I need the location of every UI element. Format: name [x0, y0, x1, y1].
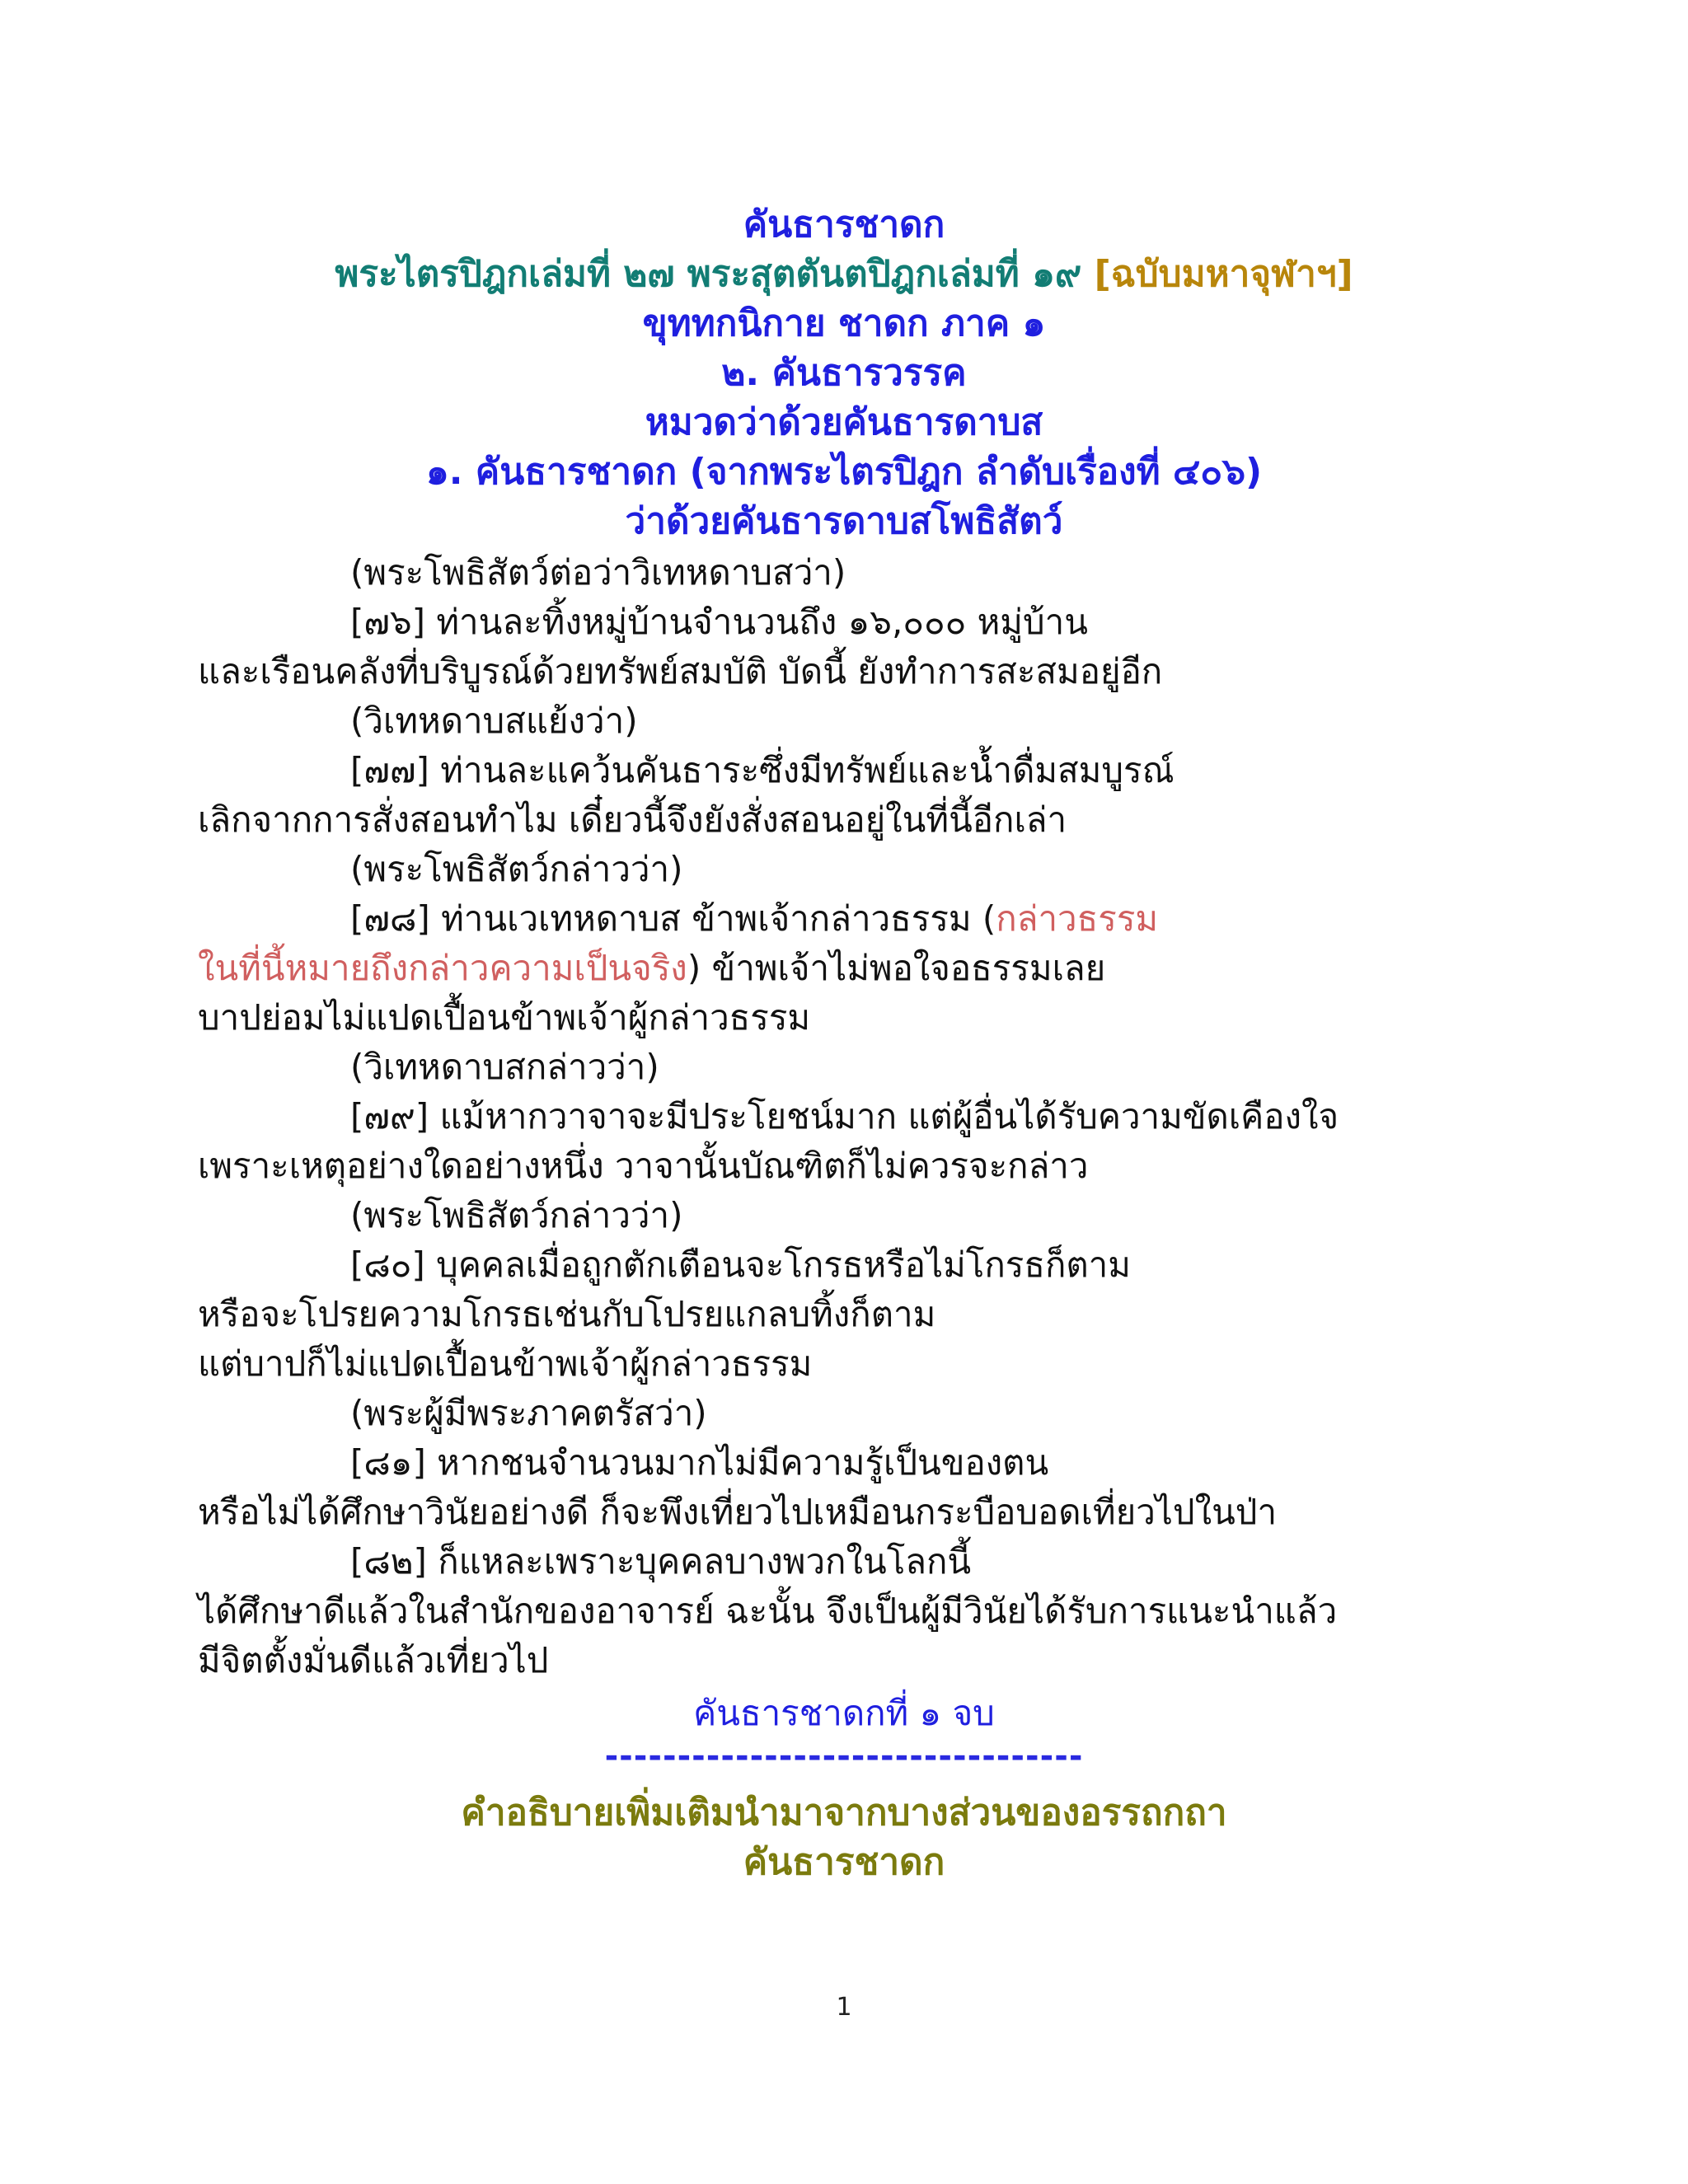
verse-line: ได้ศึกษาดีแล้วในสำนักของอาจารย์ ฉะนั้น จึงเป็นผู้มีวินัยได้รับการแนะนำแล้ว [198, 1591, 1338, 1631]
verse-line: [๘๐] บุคคลเมื่อถูกตักเตือนจะโกรธหรือไม่โกรธก็ตาม [350, 1244, 1131, 1285]
verse-line: [๗๙] แม้หากวาจาจะมีประโยชน์มาก แต่ผู้อื่นได้รับความขัดเคืองใจ [350, 1096, 1339, 1137]
volume-line [0, 250, 1688, 299]
speaker-line: (พระโพธิสัตว์ต่อว่าวิเทหดาบสว่า) [350, 552, 846, 593]
verse-line: เพราะเหตุอย่างใดอย่างหนึ่ง วาจานั้นบัณฑิตก็ไม่ควรจะกล่าว [198, 1146, 1089, 1186]
verse-line [198, 944, 1105, 992]
speaker-line: (พระโพธิสัตว์กล่าวว่า) [350, 1195, 683, 1235]
vagga-description: หมวดว่าด้วยคันธารดาบส [645, 401, 1043, 443]
commentary-title: คันธารชาดก [743, 1841, 945, 1883]
verse-line: [๘๒] ก็แหละเพราะบุคคลบางพวกในโลกนี้ [350, 1541, 972, 1582]
speaker-line: (วิเทหดาบสแย้งว่า) [350, 701, 638, 741]
jataka-end-line: คันธารชาดกที่ ๑ จบ [693, 1693, 995, 1733]
edition-label: [ฉบับมหาจุฬาฯ] [1094, 253, 1353, 295]
volume-reference: พระไตรปิฎกเล่มที่ ๒๗ พระสุตตันตปิฎกเล่มที่ ๑๙ [335, 253, 1082, 295]
verse-text: ) ข้าพเจ้าไม่พอใจอธรรมเลย [687, 948, 1106, 988]
jataka-description: ว่าด้วยคันธารดาบสโพธิสัตว์ [625, 500, 1063, 542]
verse-line: หรือจะโปรยความโกรธเช่นกับโปรยแกลบทิ้งก็ตาม [198, 1294, 936, 1334]
verse-line: [๗๖] ท่านละทิ้งหมู่บ้านจำนวนถึง ๑๖,๐๐๐ หมู่บ้าน [350, 602, 1088, 642]
verse-line: บาปย่อมไม่แปดเปื้อนข้าพเจ้าผู้กล่าวธรรม [198, 997, 811, 1038]
verse-line: [๘๑] หากชนจำนวนมากไม่มีความรู้เป็นของตน [350, 1442, 1049, 1483]
nikaya-line: ขุททกนิกาย ชาดก ภาค ๑ [642, 302, 1046, 344]
speaker-line: (พระโพธิสัตว์กล่าวว่า) [350, 849, 683, 889]
verse-line [350, 895, 1158, 943]
verse-line: เลิกจากการสั่งสอนทำไม เดี๋ยวนี้จึงยังสั่งสอนอยู่ในที่นี้อีกเล่า [198, 799, 1067, 840]
verse-line: หรือไม่ได้ศึกษาวินัยอย่างดี ก็จะพึงเที่ยวไปเหมือนกระบือบอดเที่ยวไปในป่า [198, 1492, 1278, 1532]
verse-text: [๗๘] ท่านเวเทหดาบส ข้าพเจ้ากล่าวธรรม ( [350, 898, 996, 939]
note-text: ในที่นี้หมายถึงกล่าวความเป็นจริง [198, 948, 687, 988]
jataka-title: ๑. คันธารชาดก (จากพระไตรปิฎก ลำดับเรื่องที่ ๔๐๖) [425, 451, 1263, 493]
commentary-heading: คำอธิบายเพิ่มเติมนำมาจากบางส่วนของอรรถกถา [461, 1792, 1227, 1834]
document-title: คันธารชาดก [743, 204, 945, 246]
verse-line: [๗๗] ท่านละแคว้นคันธาระซึ่งมีทรัพย์และน้ำดื่มสมบูรณ์ [350, 750, 1175, 790]
verse-line: และเรือนคลังที่บริบูรณ์ด้วยทรัพย์สมบัติ บัดนี้ ยังทำการสะสมอยู่อีก [198, 651, 1163, 691]
verse-line: แต่บาปก็ไม่แปดเปื้อนข้าพเจ้าผู้กล่าวธรรม [198, 1343, 813, 1384]
note-text: กล่าวธรรม [996, 898, 1159, 939]
verse-line: มีจิตตั้งมั่นดีแล้วเที่ยวไป [198, 1640, 549, 1680]
page-number: 1 [836, 1993, 852, 2022]
vagga-title: ๒. คันธารวรรค [721, 352, 967, 394]
speaker-line: (วิเทหดาบสกล่าวว่า) [350, 1047, 659, 1087]
speaker-line: (พระผู้มีพระภาคตรัสว่า) [350, 1393, 707, 1433]
section-divider: --------------------------------- [604, 1737, 1084, 1775]
